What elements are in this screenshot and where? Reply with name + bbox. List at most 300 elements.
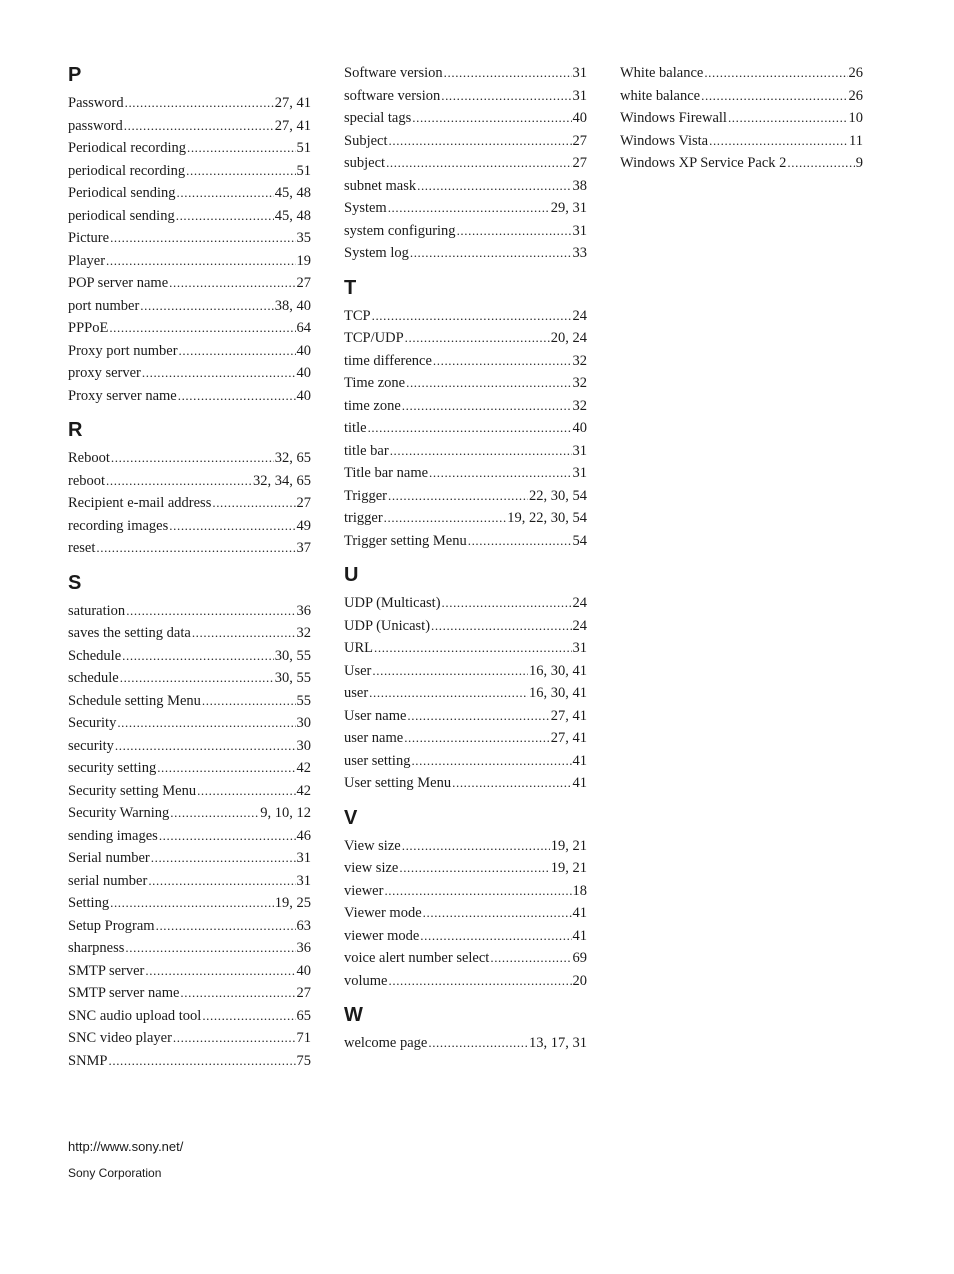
- index-page-numbers: 30: [296, 715, 311, 731]
- index-entry: [344, 417, 587, 440]
- dot-leader: [490, 947, 571, 970]
- index-page-numbers: 45, 48: [274, 207, 311, 224]
- index-page-numbers: 69: [572, 950, 587, 966]
- index-column-1: [68, 62, 311, 1072]
- dot-leader: [156, 915, 296, 938]
- dot-leader: [186, 160, 295, 183]
- dot-leader: [405, 327, 550, 350]
- index-entry: [344, 902, 587, 925]
- index-term: Setup Program: [68, 917, 155, 934]
- index-term: trigger: [344, 510, 383, 526]
- index-term: Security: [68, 715, 117, 731]
- dot-leader: [468, 530, 572, 553]
- index-page-numbers: 27, 41: [550, 730, 587, 746]
- dot-leader: [110, 892, 274, 915]
- index-term: user setting: [344, 752, 411, 769]
- index-page-numbers: 75: [296, 1052, 311, 1069]
- index-page-numbers: 24: [572, 595, 587, 611]
- index-term: time difference: [344, 352, 432, 369]
- index-entry: [620, 62, 863, 85]
- index-page-numbers: 31: [572, 442, 587, 459]
- dot-leader: [372, 305, 572, 328]
- index-entry: [68, 937, 311, 960]
- index-page-numbers: 32: [572, 352, 587, 369]
- index-entry: [68, 317, 311, 340]
- index-page-numbers: 41: [572, 905, 587, 921]
- index-page-numbers: 40: [296, 342, 311, 359]
- index-entry: [68, 757, 311, 780]
- dot-leader: [388, 485, 528, 508]
- index-entry: [68, 227, 311, 250]
- dot-leader: [386, 152, 571, 175]
- dot-leader: [115, 735, 296, 758]
- index-page-numbers: 40: [572, 420, 587, 436]
- dot-leader: [170, 802, 259, 825]
- index-page-numbers: 10: [848, 110, 863, 126]
- index-entry: [68, 272, 311, 295]
- index-entry: [344, 772, 587, 795]
- index-entry: [620, 152, 863, 175]
- index-entry: [68, 600, 311, 623]
- index-entry: [344, 1032, 587, 1055]
- index-page-numbers: 40: [296, 962, 311, 979]
- dot-leader: [431, 615, 571, 638]
- index-page-numbers: 19: [296, 252, 311, 269]
- index-term: title: [344, 420, 367, 436]
- index-term: Periodical recording: [68, 140, 186, 156]
- dot-leader: [433, 350, 572, 373]
- index-entry: [68, 295, 311, 318]
- index-page-numbers: 40: [572, 110, 587, 126]
- dot-leader: [187, 137, 296, 160]
- dot-leader: [140, 295, 273, 318]
- index-term: schedule: [68, 670, 119, 686]
- index-term: periodical recording: [68, 162, 186, 179]
- index-page-numbers: 27: [296, 275, 311, 291]
- index-term: Player: [68, 252, 106, 269]
- index-entry: [344, 637, 587, 660]
- index-page-numbers: 19, 21: [550, 837, 587, 854]
- index-entry: [68, 537, 311, 560]
- index-term: PPPoE: [68, 320, 109, 336]
- dot-leader: [192, 622, 296, 645]
- index-entry: [68, 1027, 311, 1050]
- index-page-numbers: 31: [572, 465, 587, 481]
- index-term: viewer: [344, 882, 384, 899]
- index-term: Password: [68, 95, 124, 111]
- index-term: System: [344, 200, 387, 216]
- index-page-numbers: 19, 21: [550, 860, 587, 876]
- index-page-numbers: 36: [296, 940, 311, 956]
- index-entry: [344, 130, 587, 153]
- index-term: subject: [344, 155, 386, 171]
- dot-leader: [390, 440, 572, 463]
- index-entry: [344, 242, 587, 265]
- dot-leader: [441, 85, 571, 108]
- dot-leader: [389, 970, 572, 993]
- section-letter-heading: W: [344, 1004, 363, 1026]
- dot-leader: [368, 417, 572, 440]
- footer-company: Sony Corporation: [68, 1166, 162, 1180]
- index-entry: [344, 835, 587, 858]
- index-section: [344, 1002, 587, 1055]
- index-entry: [344, 462, 587, 485]
- index-term: Time zone: [344, 375, 406, 391]
- dot-leader: [176, 205, 274, 228]
- index-term: Security Warning: [68, 805, 170, 821]
- index-entry: [344, 705, 587, 728]
- dot-leader: [372, 660, 528, 683]
- index-term: Viewer mode: [344, 905, 422, 921]
- index-page-numbers: 41: [572, 927, 587, 944]
- index-page-numbers: 27, 41: [274, 95, 311, 111]
- index-page-numbers: 32: [572, 375, 587, 391]
- index-page-numbers: 46: [296, 827, 311, 844]
- dot-leader: [125, 92, 274, 115]
- index-entry: [344, 682, 587, 705]
- index-term: saves the setting data: [68, 625, 191, 641]
- index-term: Schedule: [68, 647, 122, 664]
- index-entry: [620, 85, 863, 108]
- dot-leader: [406, 372, 571, 395]
- dot-leader: [442, 592, 572, 615]
- index-entry: [68, 915, 311, 938]
- index-entry: [68, 385, 311, 408]
- index-page-numbers: 20, 24: [550, 330, 587, 346]
- index-entry: [68, 870, 311, 893]
- index-entry: [344, 530, 587, 553]
- index-entry: [68, 250, 311, 273]
- dot-leader: [428, 1032, 528, 1055]
- dot-leader: [173, 1027, 296, 1050]
- index-page-numbers: 36: [296, 602, 311, 619]
- index-entry: [68, 622, 311, 645]
- index-page-numbers: 63: [296, 917, 311, 934]
- dot-leader: [126, 600, 295, 623]
- dot-leader: [411, 750, 571, 773]
- section-letter-heading: T: [344, 276, 357, 299]
- dot-leader: [212, 492, 295, 515]
- index-entry: [68, 780, 311, 803]
- dot-leader: [157, 757, 295, 780]
- index-term: View size: [344, 837, 401, 854]
- index-term: reboot: [68, 472, 106, 489]
- index-entry: [344, 440, 587, 463]
- index-term: Picture: [68, 230, 110, 246]
- index-term: Reboot: [68, 450, 110, 466]
- section-letter-heading: P: [68, 64, 82, 86]
- index-term: Periodical sending: [68, 185, 176, 201]
- dot-leader: [120, 667, 274, 690]
- index-section: [344, 62, 587, 265]
- index-term: SMTP server: [68, 962, 145, 979]
- index-term: user: [344, 685, 369, 701]
- index-term: User setting Menu: [344, 775, 452, 791]
- index-page-numbers: 40: [296, 365, 311, 381]
- dot-leader: [169, 272, 295, 295]
- dot-leader: [374, 637, 572, 660]
- index-page-numbers: 49: [296, 517, 311, 534]
- index-term: Title bar name: [344, 465, 429, 481]
- index-term: Windows Vista: [620, 132, 709, 149]
- index-entry: [344, 925, 587, 948]
- index-term: Subject: [344, 132, 388, 149]
- dot-leader: [159, 825, 296, 848]
- index-page-numbers: 64: [296, 320, 311, 336]
- index-entry: [344, 660, 587, 683]
- index-entry: [68, 515, 311, 538]
- dot-leader: [429, 462, 571, 485]
- index-page-numbers: 45, 48: [274, 185, 311, 201]
- dot-leader: [202, 1005, 295, 1028]
- index-page-numbers: 41: [572, 752, 587, 769]
- index-page-numbers: 27, 41: [550, 707, 587, 724]
- dot-leader: [202, 690, 296, 713]
- index-term: Setting: [68, 895, 110, 911]
- index-page-numbers: 26: [848, 87, 863, 104]
- dot-leader: [148, 870, 295, 893]
- index-entry: [68, 982, 311, 1005]
- index-term: SNMP: [68, 1052, 108, 1069]
- index-page-numbers: 42: [296, 782, 311, 799]
- index-entry: [68, 160, 311, 183]
- index-section: [344, 275, 587, 553]
- index-term: password: [68, 117, 123, 134]
- index-term: security: [68, 737, 114, 754]
- dot-leader: [420, 925, 571, 948]
- index-entry: [68, 492, 311, 515]
- dot-leader: [384, 880, 571, 903]
- index-page-numbers: 35: [296, 230, 311, 246]
- index-entry: [620, 130, 863, 153]
- index-term: welcome page: [344, 1035, 428, 1051]
- dot-leader: [151, 847, 296, 870]
- index-page-numbers: 54: [572, 532, 587, 549]
- index-entry: [344, 880, 587, 903]
- dot-leader: [96, 537, 295, 560]
- index-term: Proxy port number: [68, 342, 178, 359]
- index-entry: [68, 362, 311, 385]
- index-term: subnet mask: [344, 177, 417, 194]
- index-page-numbers: 31: [572, 65, 587, 81]
- index-term: time zone: [344, 397, 401, 414]
- index-page-numbers: 33: [572, 245, 587, 261]
- index-entry: [344, 395, 587, 418]
- index-term: TCP: [344, 307, 371, 324]
- dot-leader: [402, 835, 550, 858]
- index-entry: [344, 152, 587, 175]
- dot-leader: [457, 220, 572, 243]
- index-entry: [68, 1050, 311, 1073]
- index-entry: [344, 592, 587, 615]
- index-entry: [68, 340, 311, 363]
- index-page-numbers: 30: [296, 737, 311, 754]
- index-entry: [344, 305, 587, 328]
- index-page-numbers: 24: [572, 617, 587, 634]
- index-term: voice alert number select: [344, 950, 490, 966]
- index-page-numbers: 71: [296, 1030, 311, 1046]
- index-term: user name: [344, 730, 404, 746]
- index-entry: [68, 712, 311, 735]
- index-page-numbers: 27, 41: [274, 117, 311, 134]
- index-entry: [344, 372, 587, 395]
- index-entry: [344, 175, 587, 198]
- index-term: view size: [344, 860, 399, 876]
- dot-leader: [111, 447, 274, 470]
- dot-leader: [384, 507, 507, 530]
- dot-leader: [444, 62, 572, 85]
- dot-leader: [109, 317, 295, 340]
- index-entry: [344, 857, 587, 880]
- index-entry: [68, 735, 311, 758]
- index-term: Schedule setting Menu: [68, 692, 201, 709]
- index-term: Trigger: [344, 487, 387, 504]
- index-entry: [68, 645, 311, 668]
- index-entry: [344, 507, 587, 530]
- index-term: User name: [344, 707, 407, 724]
- index-term: proxy server: [68, 365, 141, 381]
- dot-leader: [410, 242, 572, 265]
- index-entry: [68, 802, 311, 825]
- index-page-numbers: 37: [296, 540, 311, 556]
- index-entry: [344, 350, 587, 373]
- index-entry: [68, 825, 311, 848]
- index-term: SNC video player: [68, 1030, 172, 1046]
- index-term: reset: [68, 540, 96, 556]
- dot-leader: [122, 645, 274, 668]
- index-entry: [344, 62, 587, 85]
- index-page-numbers: 30, 55: [274, 670, 311, 686]
- index-entry: [344, 615, 587, 638]
- dot-leader: [728, 107, 848, 130]
- index-entry: [344, 220, 587, 243]
- index-page-numbers: 55: [296, 692, 311, 709]
- index-page-numbers: 16, 30, 41: [529, 685, 587, 701]
- dot-leader: [124, 115, 274, 138]
- index-page-numbers: 27: [296, 495, 311, 511]
- index-entry: [68, 667, 311, 690]
- index-term: POP server name: [68, 275, 169, 291]
- index-entry: [344, 727, 587, 750]
- index-term: Windows Firewall: [620, 110, 727, 126]
- index-page-numbers: 32: [296, 625, 311, 641]
- index-page-numbers: 32, 65: [274, 450, 311, 466]
- dot-leader: [389, 130, 572, 153]
- index-page-numbers: 32, 34, 65: [253, 472, 311, 489]
- index-page-numbers: 27: [572, 155, 587, 171]
- index-page-numbers: 19, 22, 30, 54: [507, 510, 587, 526]
- index-page-numbers: 26: [848, 65, 863, 81]
- dot-leader: [117, 712, 295, 735]
- index-term: System log: [344, 245, 409, 261]
- index-page-numbers: 27: [296, 985, 311, 1001]
- index-page-numbers: 38, 40: [274, 297, 311, 314]
- index-term: Serial number: [68, 850, 150, 866]
- dot-leader: [369, 682, 528, 705]
- dot-leader: [145, 960, 295, 983]
- index-entry: [344, 485, 587, 508]
- index-page-numbers: 9, 10, 12: [260, 805, 311, 821]
- dot-leader: [704, 62, 847, 85]
- index-page-numbers: 22, 30, 54: [529, 487, 587, 504]
- dot-leader: [125, 937, 295, 960]
- index-term: UDP (Multicast): [344, 595, 441, 611]
- dot-leader: [388, 197, 550, 220]
- dot-leader: [412, 107, 571, 130]
- index-entry: [68, 470, 311, 493]
- index-entry: [68, 892, 311, 915]
- index-page-numbers: 31: [572, 640, 587, 656]
- index-section: [620, 62, 863, 175]
- section-letter-heading: V: [344, 806, 358, 829]
- index-term: viewer mode: [344, 927, 420, 944]
- index-term: periodical sending: [68, 207, 175, 224]
- index-term: Trigger setting Menu: [344, 532, 467, 549]
- dot-leader: [109, 1050, 296, 1073]
- dot-leader: [178, 385, 296, 408]
- index-page-numbers: 20: [572, 972, 587, 989]
- index-page-numbers: 27: [572, 132, 587, 149]
- index-term: sending images: [68, 827, 158, 844]
- index-page-numbers: 18: [572, 882, 587, 899]
- dot-leader: [787, 152, 854, 175]
- index-term: Proxy server name: [68, 387, 177, 404]
- index-term: TCP/UDP: [344, 330, 404, 346]
- section-letter-heading: R: [68, 419, 83, 441]
- index-term: URL: [344, 640, 373, 656]
- index-entry: [68, 137, 311, 160]
- index-term: serial number: [68, 872, 148, 889]
- index-page-numbers: 19, 25: [274, 895, 311, 911]
- index-page-numbers: 32: [572, 397, 587, 414]
- index-entry: [68, 960, 311, 983]
- index-page-numbers: 31: [572, 87, 587, 104]
- index-term: SMTP server name: [68, 985, 180, 1001]
- dot-leader: [402, 395, 572, 418]
- dot-leader: [404, 727, 550, 750]
- index-term: Software version: [344, 65, 443, 81]
- index-term: SNC audio upload tool: [68, 1007, 202, 1024]
- index-page-numbers: 24: [572, 307, 587, 324]
- index-term: volume: [344, 972, 388, 989]
- index-page-numbers: 30, 55: [274, 647, 311, 664]
- dot-leader: [179, 340, 296, 363]
- footer-url: http://www.sony.net/: [68, 1139, 184, 1154]
- index-section: [344, 562, 587, 795]
- dot-leader: [423, 902, 572, 925]
- dot-leader: [399, 857, 549, 880]
- dot-leader: [701, 85, 847, 108]
- index-term: sharpness: [68, 940, 125, 956]
- dot-leader: [709, 130, 848, 153]
- index-page-numbers: 29, 31: [550, 200, 587, 216]
- dot-leader: [180, 982, 295, 1005]
- index-term: UDP (Unicast): [344, 617, 431, 634]
- section-letter-heading: U: [344, 564, 359, 586]
- index-page-numbers: 41: [572, 775, 587, 791]
- index-entry: [344, 947, 587, 970]
- index-page-numbers: 31: [572, 222, 587, 239]
- dot-leader: [417, 175, 571, 198]
- index-term: saturation: [68, 602, 126, 619]
- index-entry: [68, 690, 311, 713]
- index-page-numbers: 38: [572, 177, 587, 194]
- index-term: security setting: [68, 760, 157, 776]
- index-entry: [68, 447, 311, 470]
- dot-leader: [106, 250, 295, 273]
- section-letter-heading: S: [68, 571, 82, 594]
- index-section: [344, 805, 587, 993]
